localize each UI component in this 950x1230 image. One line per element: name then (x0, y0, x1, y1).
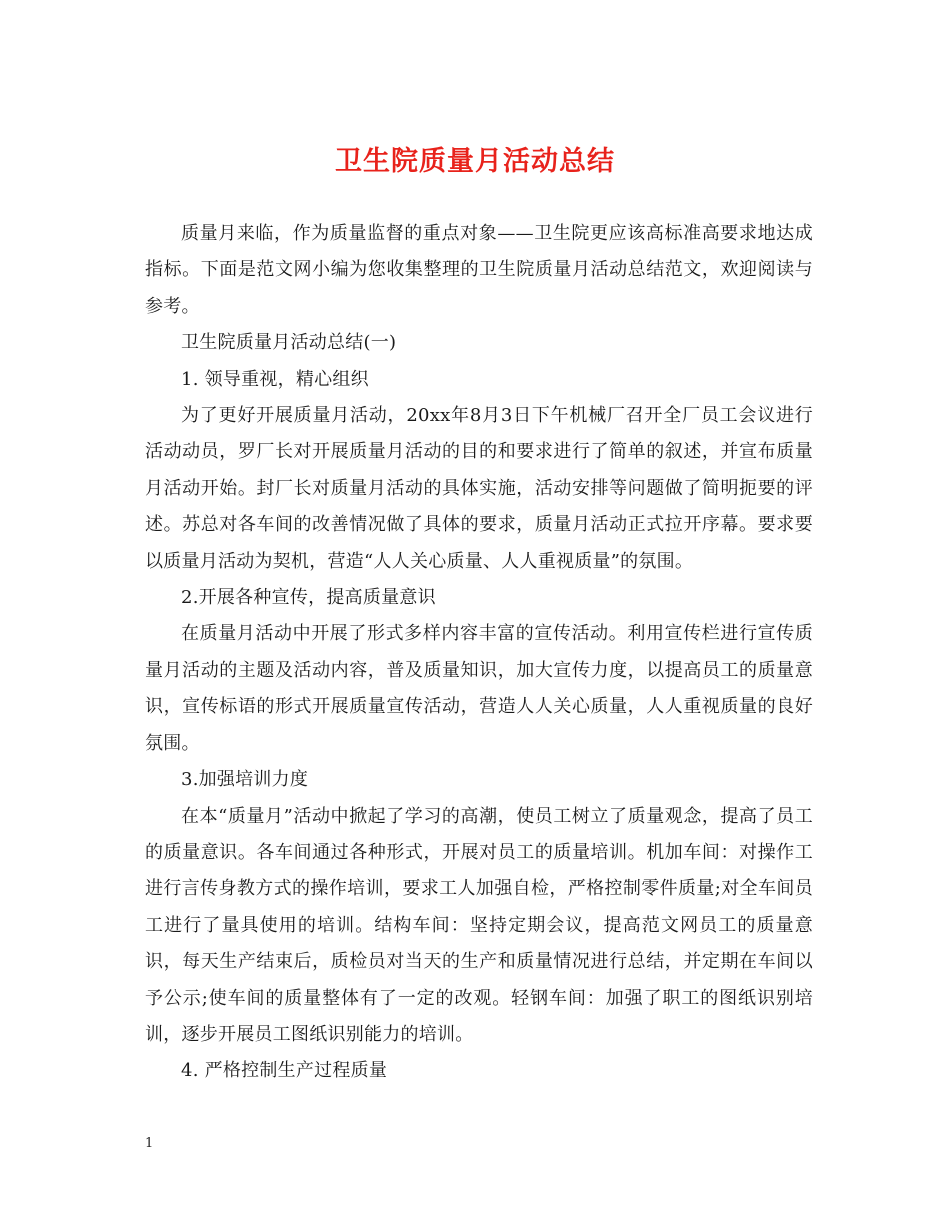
body-paragraph-publicity: 在质量月活动中开展了形式多样内容丰富的宣传活动。利用宣传栏进行宣传质量月活动的主题及活动内容，普及质量知识，加大宣传力度，以提高员工的质量意识，宣传标语的形式开展质量宣传活动，营造人人关心质量，人人重视质量的良好氛围。 (145, 623, 813, 754)
body-paragraph-training: 在本“质量月”活动中掀起了学习的高潮，使员工树立了质量观念，提高了员工的质量意识。各车间通过各种形式，开展对员工的质量培训。机加车间：对操作工进行言传身教方式的操作培训，要求工人加强自检，严格控制零件质量;对全车间员工进行了量具使用的培训。结构车间：坚持定期会议，提高范文网员工的质量意识，每天生产结束后，质检员对当天的生产和质量情况进行总结，并定期在车间以予公示;使车间的质量整体有了一定的改观。轻钢车间：加强了职工的图纸识别培训，逐步开展员工图纸识别能力的培训。 (145, 805, 813, 1045)
body-paragraph-leadership: 为了更好开展质量月活动，20xx年8月3日下午机械厂召开全厂员工会议进行活动动员，罗厂长对开展质量月活动的目的和要求进行了简单的叙述，并宣布质量月活动开始。封厂长对质量月活动的具体实施，活动安排等问题做了简明扼要的评述。苏总对各车间的改善情况做了具体的要求，质量月活动正式拉开序幕。要求要以质量月活动为契机，营造“人人关心质量、人人重视质量”的氛围。 (145, 405, 813, 572)
intro-paragraph: 质量月来临，作为质量监督的重点对象——卫生院更应该高标准高要求地达成指标。下面是范文网小编为您收集整理的卫生院质量月活动总结范文，欢迎阅读与参考。 (145, 223, 813, 317)
section-heading-summary-1: 卫生院质量月活动总结(一) (181, 332, 397, 354)
document-body (145, 216, 813, 1090)
subheading-process-control: 4. 严格控制生产过程质量 (181, 1060, 388, 1082)
subheading-leadership: 1. 领导重视，精心组织 (181, 368, 369, 390)
document-title: 卫生院质量月活动总结 (335, 146, 615, 177)
subheading-publicity: 2.开展各种宣传，提高质量意识 (181, 587, 436, 609)
page-number: 1 (145, 1136, 154, 1151)
subheading-training: 3.加强培训力度 (181, 769, 309, 791)
